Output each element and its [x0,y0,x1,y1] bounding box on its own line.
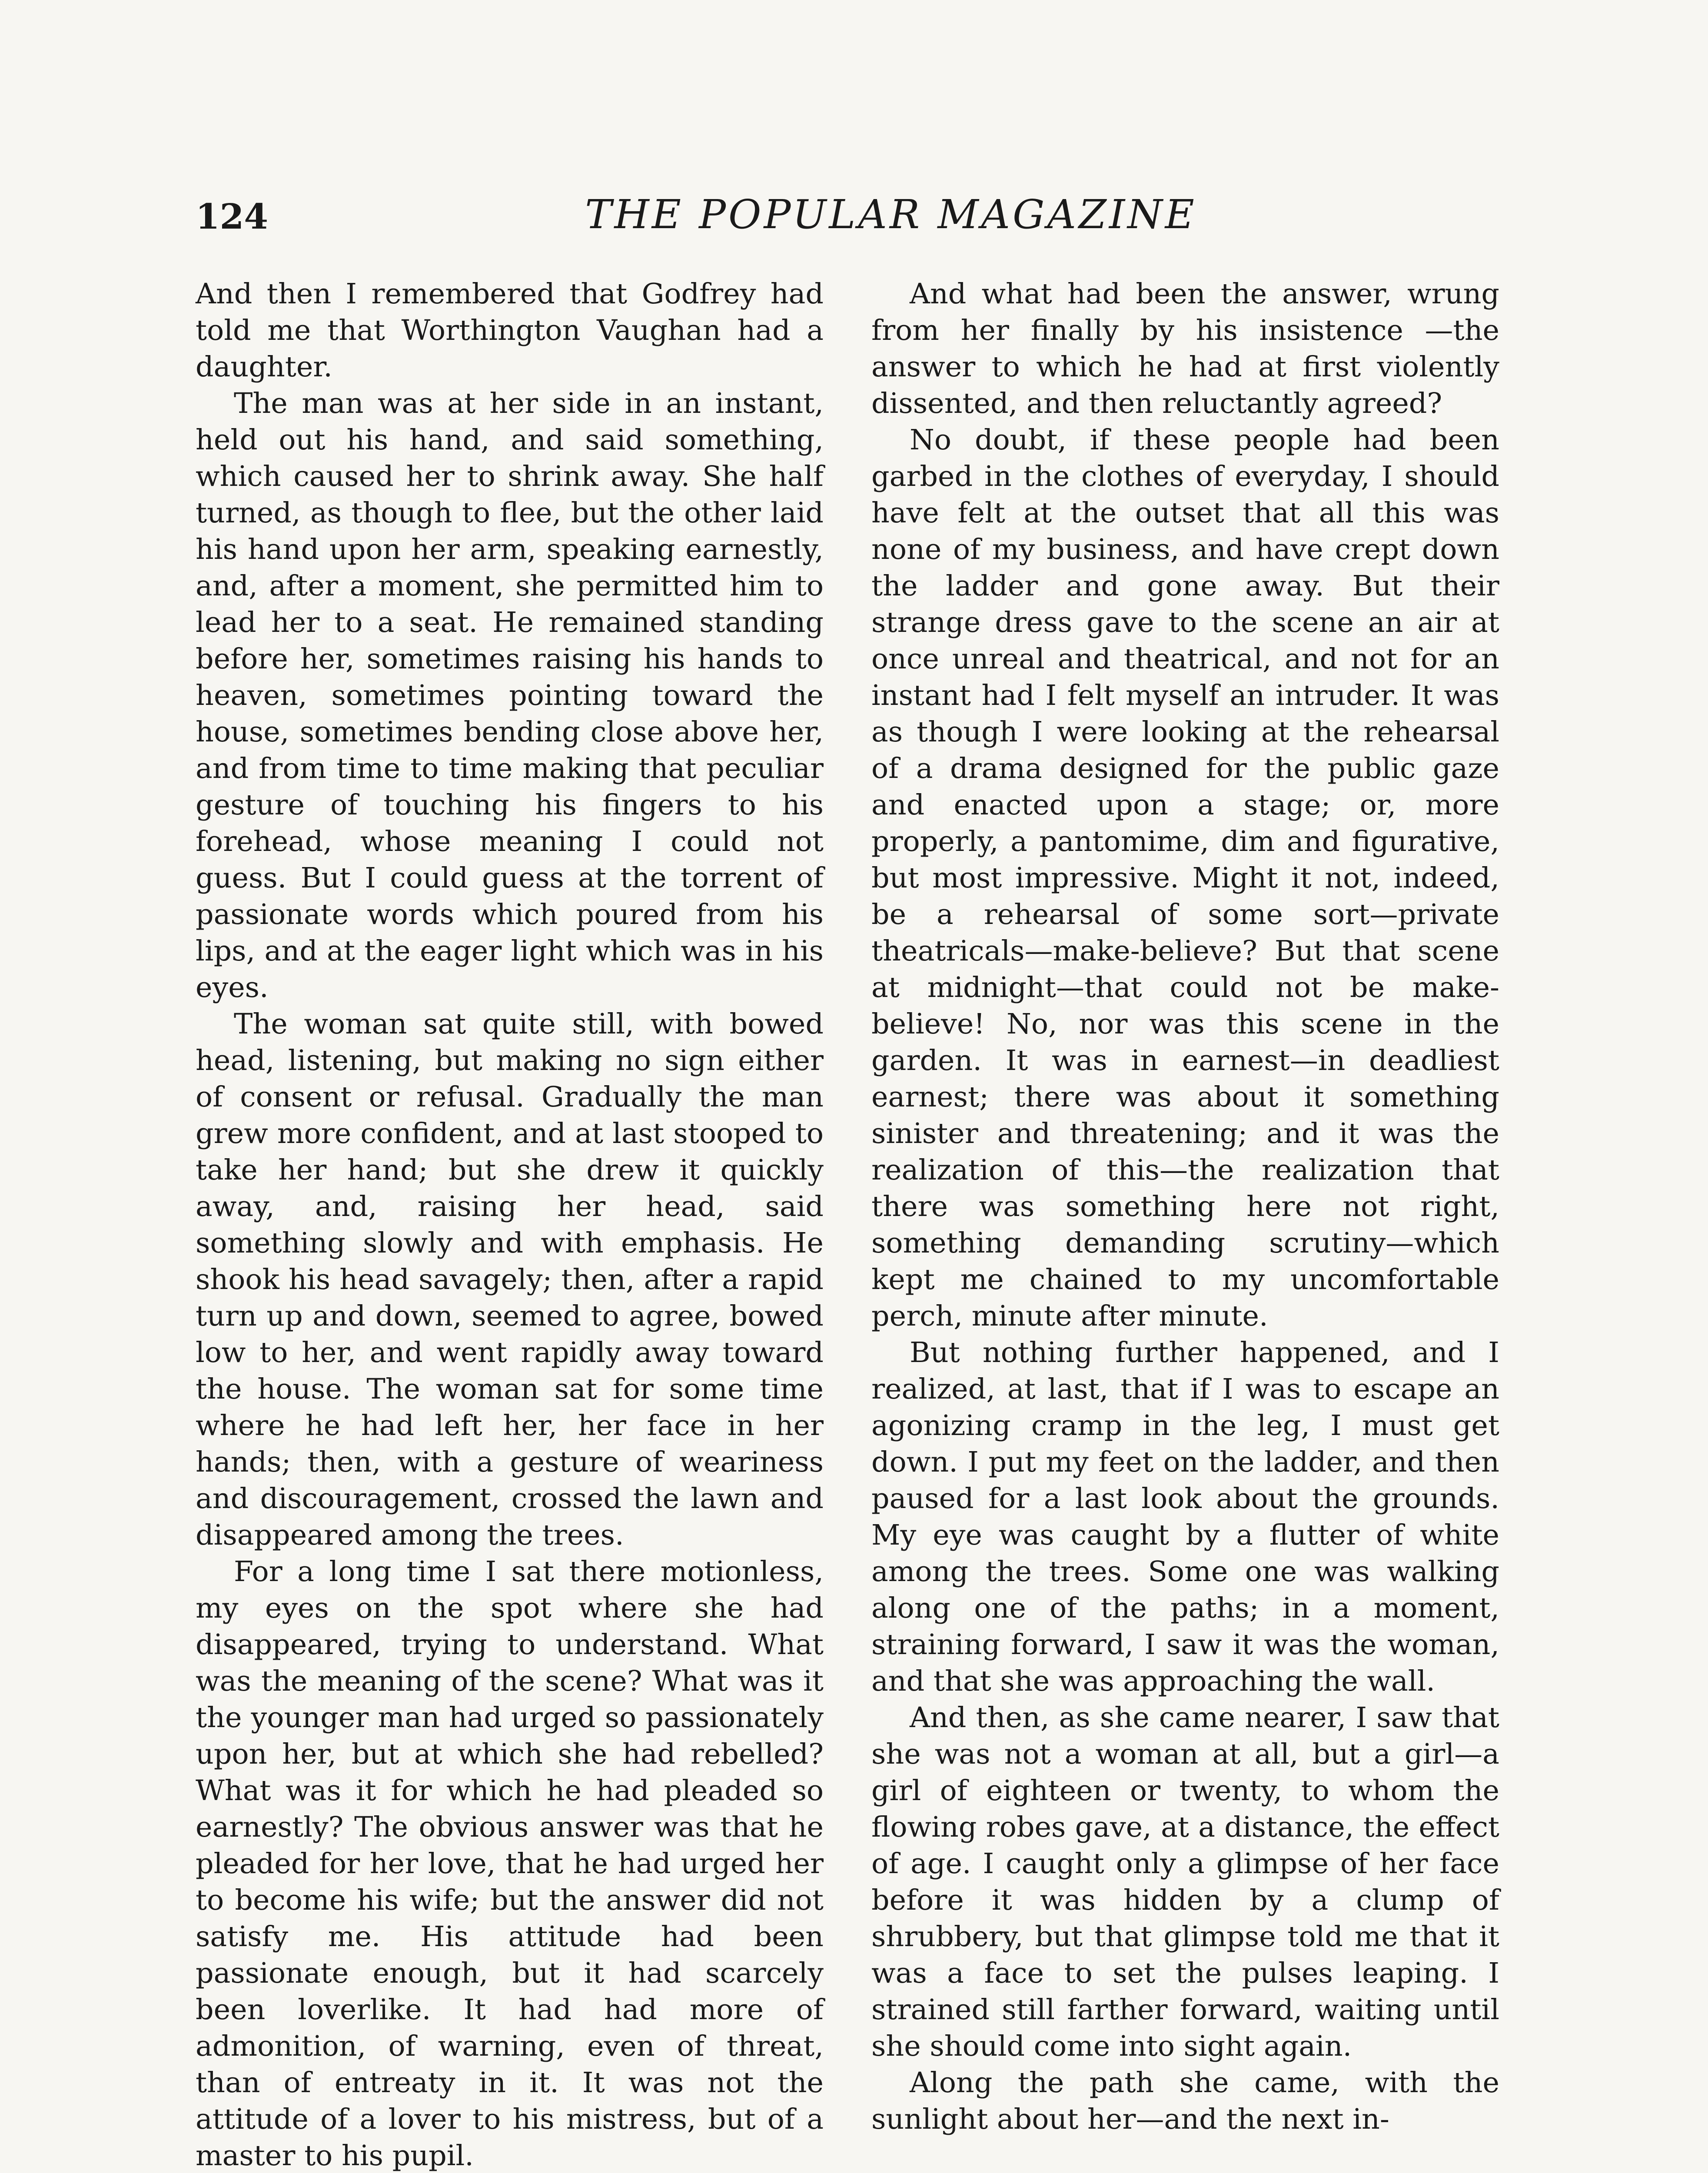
right-column [871,276,1499,2138]
running-head: THE POPULAR MAGAZINE [585,191,1197,238]
paragraph: And what had been the answer, wrung from her finally by his insistence —the answer to which he had at first violently dissented, and then reluctantly agreed? [871,278,1499,420]
paragraph: And then, as she came nearer, I saw that she was not a woman at all, but a girl—a girl of eighteen or twenty, to whom the flowing robes gave, at a distance, the effect of age. I caught only a glimpse of her face before it was hidden by a clump of shrubbery, but that glimpse told me that it was a face to set the pulses leaping. I strained still farther forward, waiting until she should come into sight again. [871,1701,1499,2063]
paragraph: The man was at her side in an instant, held out his hand, and said something, which caused her to shrink away. She half turned, as though to flee, but the other laid his hand upon her arm, speaking earnestly, and, after a moment, she permitted him to lead her to a seat. He remained standing before her, sometimes raising his hands to heaven, sometimes pointing toward the house, sometimes bending close above her, and from time to time making that peculiar gesture of touching his fingers to his forehead, whose meaning I could not guess. But I could guess at the torrent of passionate words which poured from his lips, and at the eager light which was in his eyes. [196,387,824,1004]
paragraph: No doubt, if these people had been garbed in the clothes of everyday, I should have felt at the outset that all this was none of my business, and have crept down the ladder and gone away. But their strange dress gave to the scene an air at once unreal and theatrical, and not for an instant had I felt myself an intruder. It was as though I were looking at the rehearsal of a drama designed for the public gaze and enacted upon a stage; or, more properly, a pantomime, dim and figurative, but most impressive. Might it not, indeed, be a rehearsal of some sort—private theatricals—make-believe? But that scene at midnight—that could not be make-believe! No, nor was this scene in the garden. It was in earnest—in deadliest earnest; there was about it something sinister and threatening; and it was the realization of this—the realization that there was something here not right, something demanding scrutiny—which kept me chained to my uncomfortable perch, minute after minute. [871,424,1499,1332]
paragraph: For a long time I sat there motionless, my eyes on the spot where she had disappeared, trying to understand. What was the meaning of the scene? What was it the younger man had urged so passionately upon her, but at which she had rebelled? What was it for which he had pleaded so earnestly? The obvious answer was that he pleaded for her love, that he had urged her to become his wife; but the answer did not satisfy me. His attitude had been passionate enough, but it had scarcely been loverlike. It had had more of admonition, of warning, even of threat, than of entreaty in it. It was not the attitude of a lover to his mistress, but of a master to his pupil. [196,1555,824,2172]
paragraph: The woman sat quite still, with bowed head, listening, but making no sign either of consent or refusal. Gradually the man grew more confident, and at last stooped to take her hand; but she drew it quickly away, and, raising her head, said something slowly and with emphasis. He shook his head savagely; then, after a rapid turn up and down, seemed to agree, bowed low to her, and went rapidly away toward the house. The woman sat for some time where he had left her, her face in her hands; then, with a gesture of weariness and discouragement, crossed the lawn and disappeared among the trees. [196,1008,824,1552]
paragraph: But nothing further happened, and I realized, at last, that if I was to escape an agonizing cramp in the leg, I must get down. I put my feet on the ladder, and then paused for a last look about the grounds. My eye was caught by a flutter of white among the trees. Some one was walking along one of the paths; in a moment, straining forward, I saw it was the woman, and that she was approaching the wall. [871,1336,1499,1698]
paragraph: And then I remembered that Godfrey had told me that Worthington Vaughan had a daughter. [196,278,824,383]
paragraph: Along the path she came, with the sunlight about her—and the next in- [871,2067,1499,2136]
left-column [196,276,824,2173]
page-number: 124 [196,196,268,237]
